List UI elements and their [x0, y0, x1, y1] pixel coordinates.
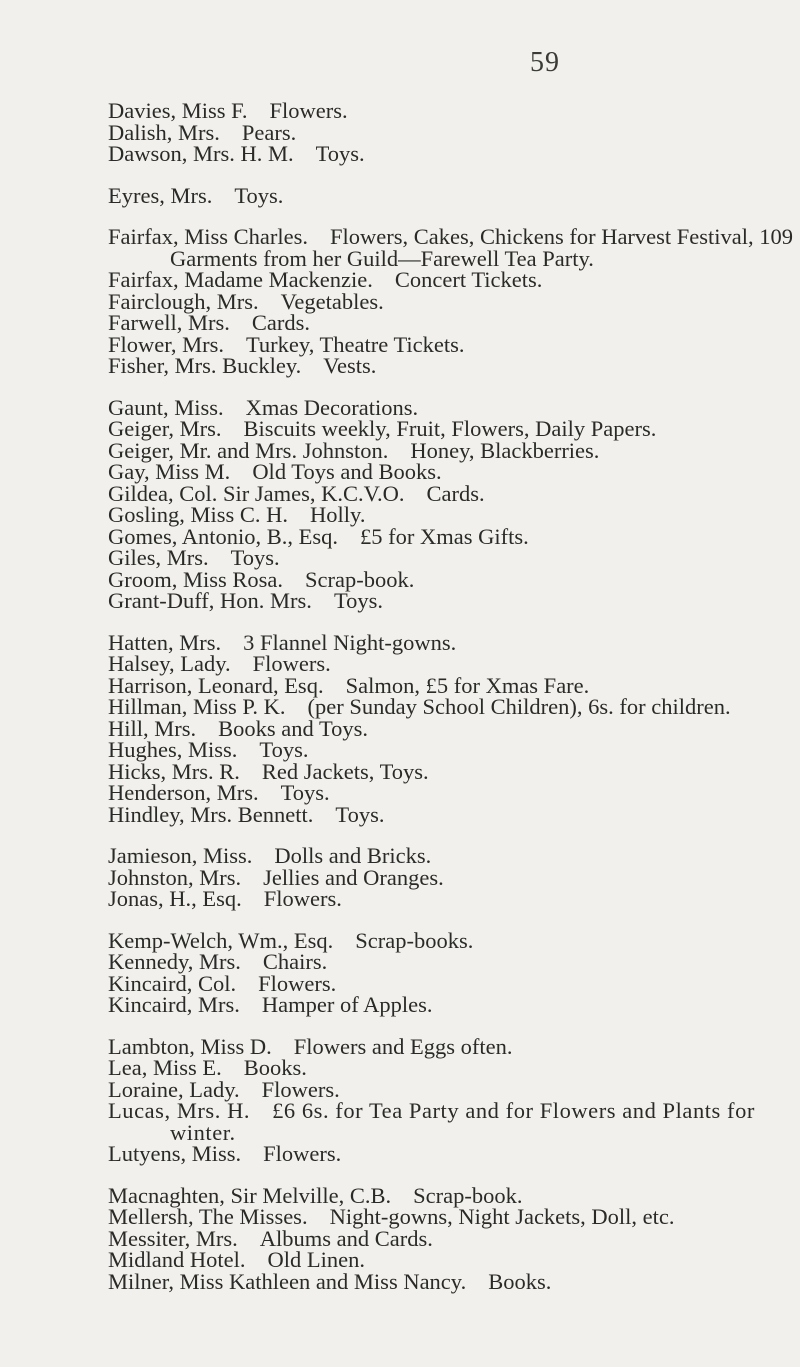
donor-entry — [0, 547, 800, 569]
donor-entry — [0, 480, 800, 506]
donor-gift: Chairs. — [262, 949, 328, 974]
donor-entry — [0, 951, 800, 973]
entry-group-k — [0, 927, 800, 1017]
donor-gift: Toys. — [333, 588, 383, 613]
donor-entry — [0, 504, 800, 526]
entry-group-h — [0, 629, 800, 827]
donor-name: Gay, Miss M. — [108, 459, 231, 484]
donor-gift: Albums and Cards. — [259, 1225, 433, 1251]
donor-entry — [0, 331, 800, 357]
donor-name: Messiter, Mrs. — [108, 1225, 238, 1251]
donor-entry — [0, 1206, 800, 1228]
donor-name: Macnaghten, Sir Melville, C.B. — [108, 1182, 392, 1208]
entry-group-l — [0, 1033, 800, 1166]
donor-entry — [0, 864, 800, 890]
donor-gift-continuation: winter. — [170, 1119, 236, 1145]
donor-name: Flower, Mrs. — [108, 331, 224, 357]
donor-entry — [0, 288, 800, 314]
donor-entry — [0, 739, 800, 761]
donor-entry — [0, 1249, 800, 1271]
donor-gift: Scrap-book. — [413, 1182, 523, 1208]
donor-gift: Honey, Blackberries. — [410, 437, 600, 463]
donor-gift: Books. — [243, 1055, 307, 1080]
donor-gift: Flowers. — [263, 1141, 342, 1166]
donor-entry — [0, 1057, 800, 1079]
donor-gift: Flowers. — [263, 886, 342, 911]
donor-entry — [0, 672, 800, 698]
donor-entry — [0, 182, 800, 208]
donor-gift: Xmas Decorations. — [245, 394, 419, 420]
donor-gift: Red Jackets, Toys. — [261, 758, 429, 784]
donor-name: Davies, Miss F. — [108, 98, 248, 123]
donor-name: Hillman, Miss P. K. — [108, 694, 286, 719]
donor-gift: Vests. — [323, 353, 377, 378]
donor-name: Lea, Miss E. — [108, 1055, 222, 1080]
donor-gift: Flowers. — [269, 98, 348, 123]
donor-name: Gildea, Col. Sir James, K.C.V.O. — [108, 480, 405, 506]
donor-name: Kemp-Welch, Wm., Esq. — [108, 927, 334, 953]
donor-name: Groom, Miss Rosa. — [108, 566, 284, 592]
donor-gift: £6 6s. for Tea Party and for Flowers and Plants for — [272, 1098, 755, 1123]
donor-name: Halsey, Lady. — [108, 651, 231, 676]
donor-gift: Flowers, Cakes, Chickens for Harvest Festival, 109 — [329, 224, 794, 249]
donor-gift: Toys. — [234, 182, 284, 208]
donor-name: Gosling, Miss C. H. — [108, 502, 289, 527]
donor-name: Eyres, Mrs. — [108, 182, 213, 208]
entry-group-f — [0, 226, 800, 377]
donor-entry — [0, 845, 800, 867]
donor-gift: Scrap-books. — [355, 927, 474, 953]
donor-entry — [0, 1143, 800, 1165]
donor-gift: Flowers. — [258, 970, 337, 996]
donor-gift-continuation: Garments from her Guild—Farewell Tea Party. — [170, 245, 594, 271]
entry-group-g — [0, 394, 800, 613]
donor-gift: £5 for Xmas Gifts. — [360, 523, 529, 549]
donor-name: Fairfax, Miss Charles. — [108, 224, 308, 249]
donor-name: Kincaird, Mrs. — [108, 992, 240, 1017]
donor-name: Hughes, Miss. — [108, 737, 238, 762]
donor-entry — [0, 653, 800, 675]
donor-name: Giles, Mrs. — [108, 545, 209, 570]
donor-entry — [0, 758, 800, 784]
donor-entry — [0, 418, 800, 440]
donor-name: Milner, Miss Kathleen and Miss Nancy. — [108, 1268, 467, 1294]
donor-gift: Turkey, Theatre Tickets. — [245, 331, 465, 357]
donor-entry — [0, 1033, 800, 1059]
donor-gift: Books and Toys. — [218, 715, 369, 741]
donor-gift: 3 Flannel Night-gowns. — [243, 629, 457, 655]
donor-gift: Toys. — [280, 780, 330, 805]
donor-entry — [0, 970, 800, 996]
donor-name: Geiger, Mrs. — [108, 416, 222, 441]
donor-name: Fisher, Mrs. Buckley. — [108, 353, 302, 378]
donor-name: Hill, Mrs. — [108, 715, 197, 741]
donor-name: Fairfax, Madame Mackenzie. — [108, 267, 373, 292]
donor-entry — [0, 355, 800, 377]
donor-name: Dalish, Mrs. — [108, 119, 220, 145]
entry-group-e — [0, 182, 800, 208]
donor-gift: Flowers. — [261, 1076, 340, 1102]
donor-name: Hindley, Mrs. Bennett. — [108, 801, 314, 827]
donor-gift: Scrap-book. — [305, 566, 415, 592]
donor-gift: (per Sunday School Children), 6s. for children. — [307, 694, 731, 719]
donor-gift: Cards. — [426, 480, 485, 506]
donor-entry — [0, 119, 800, 145]
page-number: 59 — [530, 47, 560, 78]
donor-name: Kincaird, Col. — [108, 970, 237, 996]
donor-entry — [0, 269, 800, 291]
donor-gift: Jellies and Oranges. — [263, 864, 444, 890]
donor-name: Johnston, Mrs. — [108, 864, 242, 890]
donor-entry — [0, 1100, 800, 1143]
donor-gift: Hamper of Apples. — [261, 992, 433, 1017]
donor-entry — [0, 629, 800, 655]
donor-gift: Salmon, £5 for Xmas Fare. — [345, 672, 590, 698]
donor-entry — [0, 143, 800, 165]
donor-name: Henderson, Mrs. — [108, 780, 259, 805]
donor-gift: Toys. — [230, 545, 280, 570]
donor-entry — [0, 523, 800, 549]
donor-gift: Flowers. — [252, 651, 331, 676]
donor-name: Geiger, Mr. and Mrs. Johnston. — [108, 437, 389, 463]
donor-name: Hicks, Mrs. R. — [108, 758, 240, 784]
donor-entry — [0, 994, 800, 1016]
donor-name: Jamieson, Miss. — [108, 843, 253, 868]
donor-name: Gomes, Antonio, B., Esq. — [108, 523, 339, 549]
donor-name: Jonas, H., Esq. — [108, 886, 242, 911]
donor-entry — [0, 312, 800, 334]
donor-gift: Pears. — [241, 119, 297, 145]
donor-gift: Old Toys and Books. — [252, 459, 442, 484]
donor-entry — [0, 100, 800, 122]
donor-name: Loraine, Lady. — [108, 1076, 240, 1102]
donor-entry — [0, 394, 800, 420]
donor-name: Farwell, Mrs. — [108, 310, 230, 335]
donor-name: Dawson, Mrs. H. M. — [108, 141, 294, 166]
donor-entry — [0, 1076, 800, 1102]
donor-gift: Concert Tickets. — [394, 267, 543, 292]
donor-entry — [0, 1268, 800, 1294]
donor-gift: Vegetables. — [280, 288, 384, 314]
entry-group-j — [0, 845, 800, 910]
entry-group-m — [0, 1182, 800, 1294]
donor-entry — [0, 715, 800, 741]
donor-name: Midland Hotel. — [108, 1247, 246, 1272]
donor-entry — [0, 1182, 800, 1208]
donor-gift: Old Linen. — [267, 1247, 365, 1272]
entry-group-d — [0, 100, 800, 165]
donor-name: Gaunt, Miss. — [108, 394, 224, 420]
donor-name: Hatten, Mrs. — [108, 629, 222, 655]
donor-entry — [0, 782, 800, 804]
donor-entry — [0, 927, 800, 953]
donor-gift: Dolls and Bricks. — [274, 843, 432, 868]
donor-name: Lambton, Miss D. — [108, 1033, 272, 1059]
donor-entry — [0, 888, 800, 910]
donor-entry — [0, 461, 800, 483]
donor-gift: Holly. — [310, 502, 366, 527]
donor-name: Mellersh, The Misses. — [108, 1204, 308, 1229]
donor-gift: Books. — [488, 1268, 552, 1294]
donor-gift: Flowers and Eggs often. — [293, 1033, 513, 1059]
donor-gift: Toys. — [335, 801, 385, 827]
donor-gift: Toys. — [315, 141, 365, 166]
donor-entry — [0, 437, 800, 463]
donor-name: Harrison, Leonard, Esq. — [108, 672, 324, 698]
donor-gift: Toys. — [259, 737, 309, 762]
donor-name: Lucas, Mrs. H. — [108, 1098, 251, 1123]
donor-entry — [0, 696, 800, 718]
donor-name: Grant-Duff, Hon. Mrs. — [108, 588, 312, 613]
donor-gift: Night-gowns, Night Jackets, Doll, etc. — [329, 1204, 675, 1229]
donor-name: Lutyens, Miss. — [108, 1141, 242, 1166]
donor-list — [0, 100, 800, 1312]
donor-name: Kennedy, Mrs. — [108, 949, 241, 974]
donor-gift: Biscuits weekly, Fruit, Flowers, Daily Papers. — [243, 416, 657, 441]
donor-entry — [0, 801, 800, 827]
donor-entry — [0, 590, 800, 612]
donor-name: Fairclough, Mrs. — [108, 288, 259, 314]
donor-gift: Cards. — [251, 310, 310, 335]
donor-entry — [0, 1225, 800, 1251]
donor-entry — [0, 226, 800, 269]
donor-entry — [0, 566, 800, 592]
